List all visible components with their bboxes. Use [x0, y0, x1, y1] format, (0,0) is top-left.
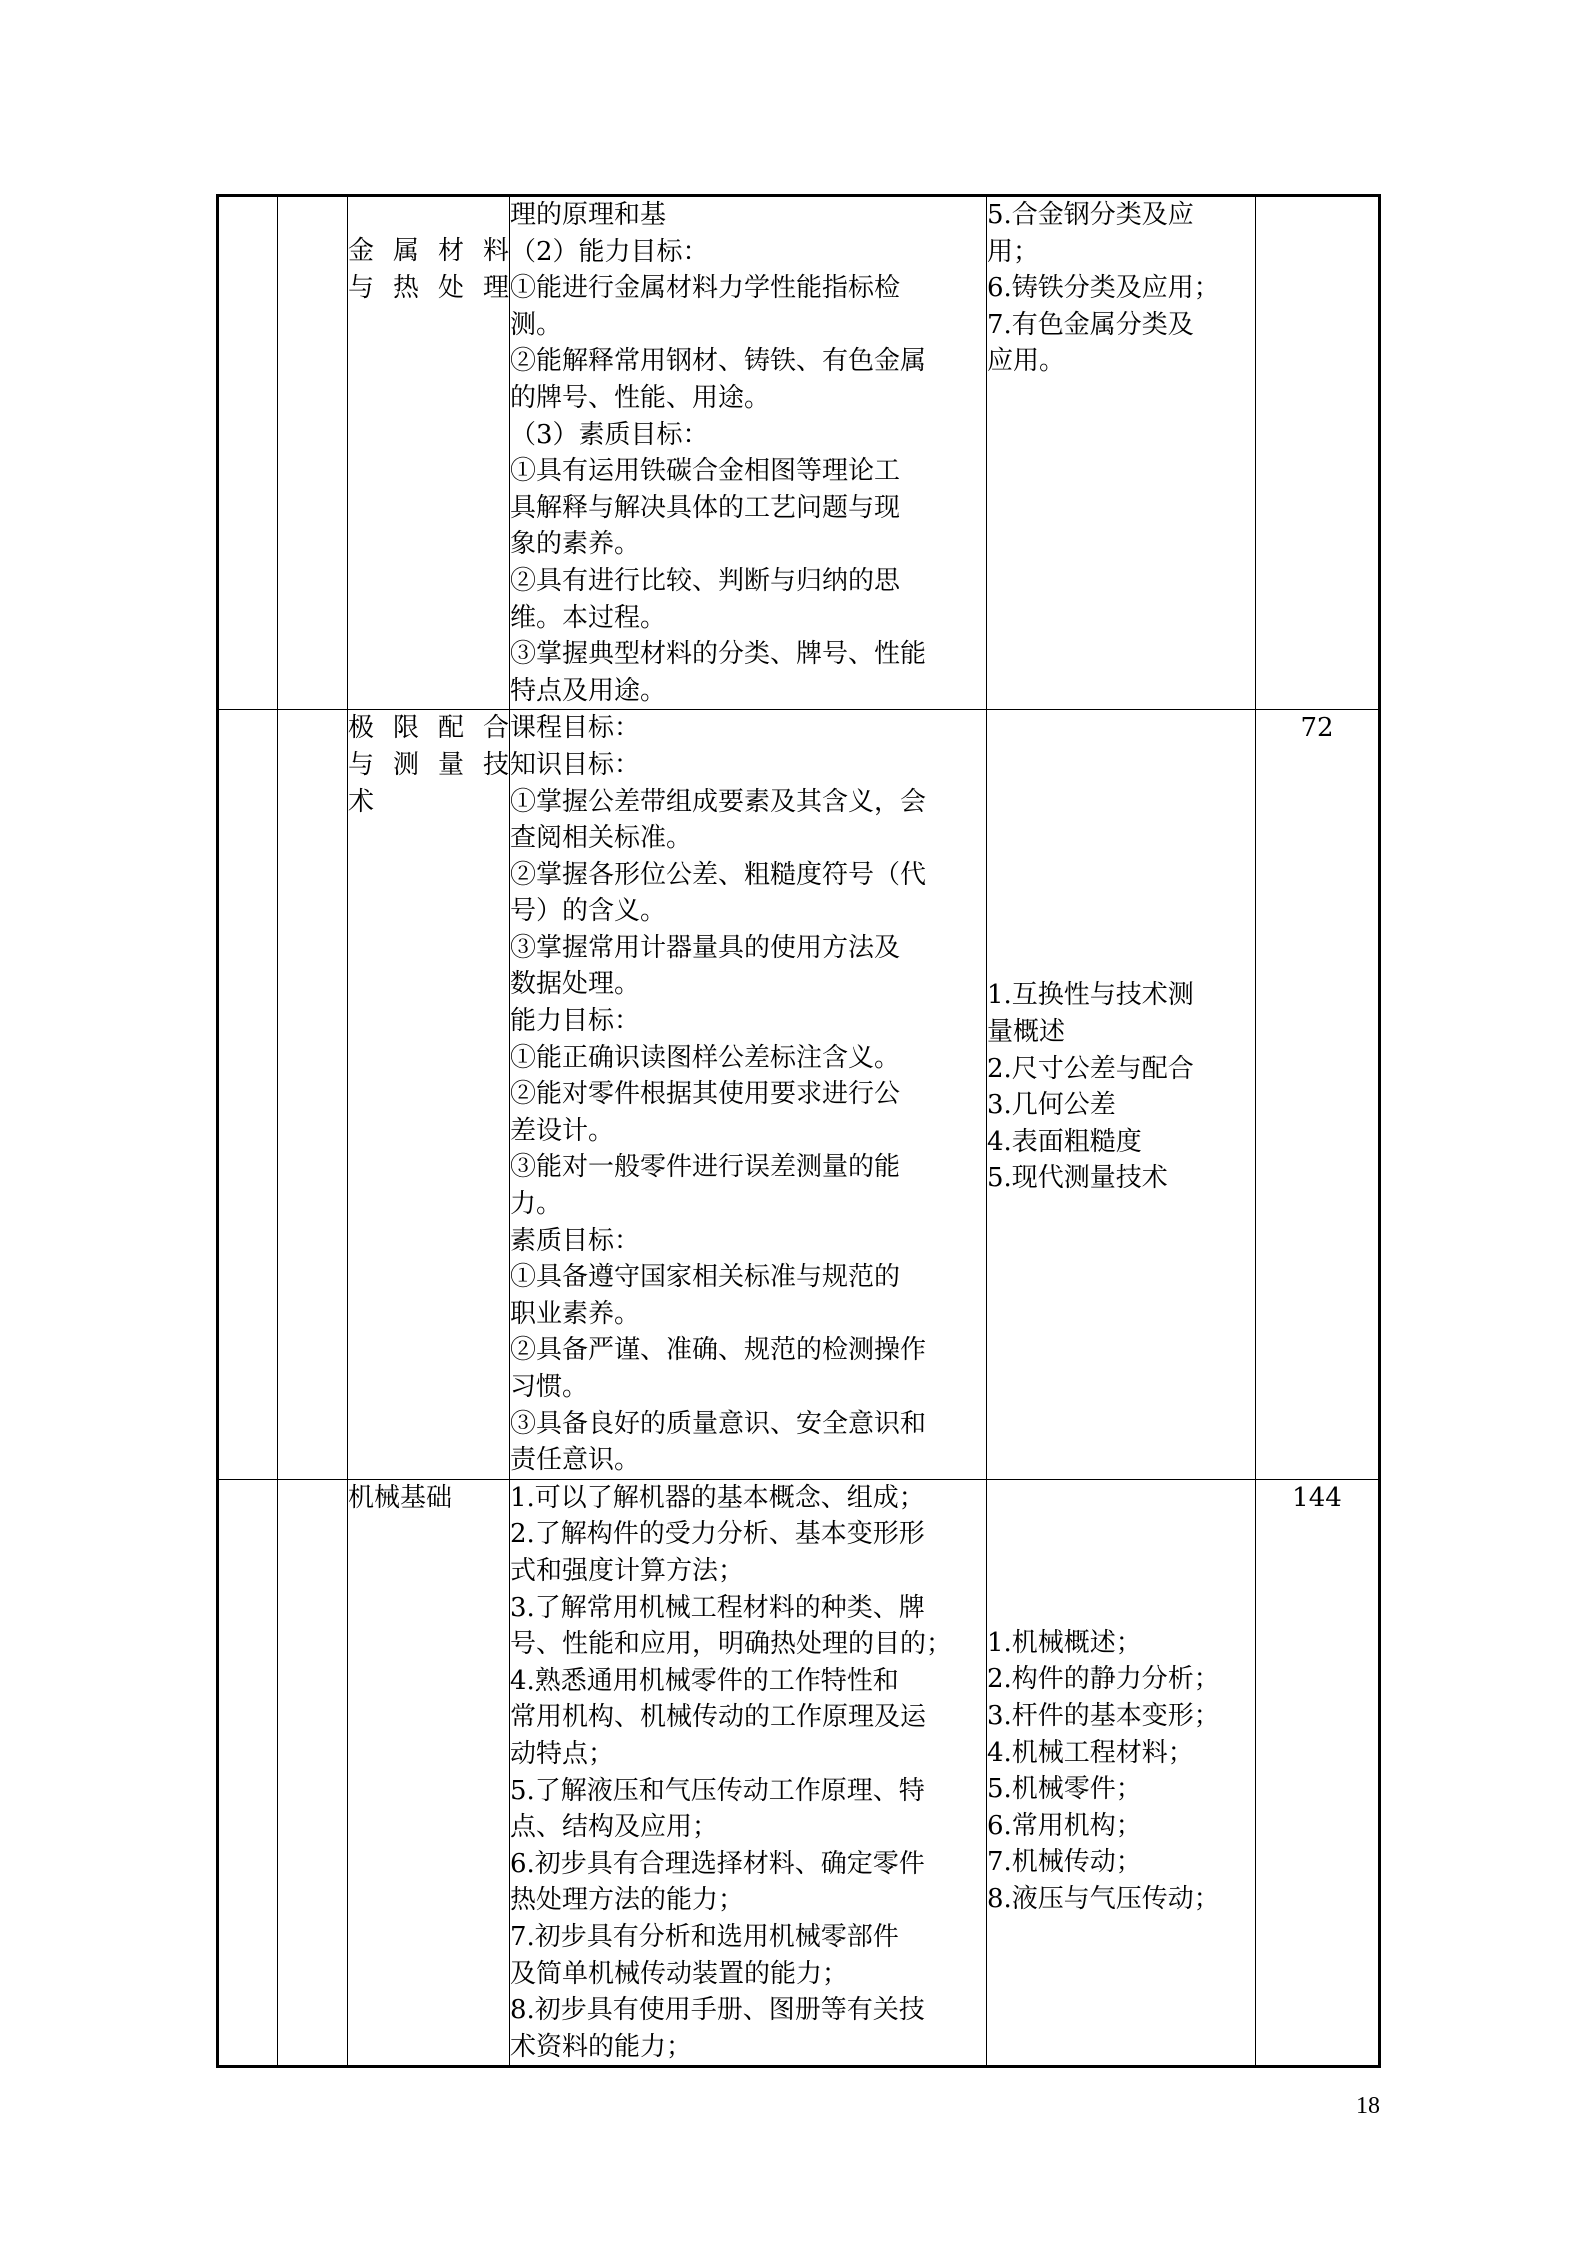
- content-line: 应用。: [987, 346, 1066, 377]
- objective-line: 理的原理和基: [510, 200, 667, 230]
- objective-line: ②具备严谨、准确、规范的检测操作: [510, 1335, 927, 1366]
- objective-line: ①具备遵守国家相关标准与规范的: [510, 1262, 901, 1293]
- content-line: 5.现代测量技术: [987, 1163, 1168, 1194]
- objective-line: 术资料的能力；: [510, 2031, 693, 2062]
- objective-line: 素质目标：: [510, 1225, 641, 1256]
- objective-line: 7.初步具有分析和选用机械零部件: [510, 1921, 899, 1952]
- objective-line: 数据处理。: [510, 969, 641, 1000]
- course-hours-cell: 72: [1256, 710, 1380, 1479]
- course-name-line: 与测量技: [348, 749, 509, 780]
- content-line: 1.机械概述；: [987, 1627, 1142, 1658]
- content-line: 4.机械工程材料；: [987, 1737, 1194, 1768]
- objective-line: 1.可以了解机器的基本概念、组成；: [510, 1482, 925, 1513]
- content-line: 2.构件的静力分析；: [987, 1664, 1220, 1695]
- objective-line: 3.了解常用机械工程材料的种类、牌: [510, 1592, 925, 1623]
- objective-line: 6.初步具有合理选择材料、确定零件: [510, 1848, 925, 1879]
- table-row: [218, 1479, 1380, 2067]
- course-name-cell: [348, 710, 510, 1479]
- objective-line: 习惯。: [510, 1372, 589, 1402]
- objective-line: ①能正确识读图样公差标注含义。: [510, 1042, 901, 1073]
- content-line: 5.机械零件；: [987, 1774, 1142, 1805]
- page-number: 18: [1356, 2093, 1380, 2119]
- course-name-line: 术: [348, 786, 375, 817]
- blank-cell-index: [278, 196, 348, 710]
- objective-line: ①掌握公差带组成要素及其含义，会: [510, 786, 927, 817]
- objective-line: （3）素质目标：: [510, 419, 709, 450]
- content-line: 6.铸铁分类及应用；: [987, 273, 1220, 304]
- objective-line: ③具备良好的质量意识、安全意识和: [510, 1408, 927, 1439]
- objective-line: 差设计。: [510, 1115, 615, 1146]
- course-objectives-cell: [510, 1479, 987, 2067]
- course-objectives-cell: [510, 196, 987, 710]
- objective-line: 责任意识。: [510, 1445, 641, 1476]
- content-line: 8.液压与气压传动；: [987, 1883, 1220, 1914]
- objective-line: ②能解释常用钢材、铸铁、有色金属: [510, 346, 927, 377]
- table-row: [218, 710, 1380, 1479]
- content-line: 7.机械传动；: [987, 1847, 1142, 1878]
- objective-line: （2）能力目标：: [510, 236, 709, 267]
- objective-line: 测。: [510, 309, 563, 340]
- objective-line: 动特点；: [510, 1738, 615, 1769]
- objective-line: ③能对一般零件进行误差测量的能: [510, 1152, 901, 1183]
- course-objectives-cell: [510, 710, 987, 1479]
- objective-line: 象的素养。: [510, 529, 641, 560]
- content-line: 6.常用机构；: [987, 1810, 1142, 1841]
- course-hours-cell: [1256, 196, 1380, 710]
- objective-line: 2.了解构件的受力分析、基本变形形: [510, 1519, 925, 1550]
- objective-line: ①能进行金属材料力学性能指标检: [510, 273, 901, 304]
- objective-line: ②掌握各形位公差、粗糙度符号（代: [510, 859, 927, 890]
- course-hours-cell: 144: [1256, 1479, 1380, 2067]
- objective-line: 的牌号、性能、用途。: [510, 382, 771, 413]
- content-line: 3.几何公差: [987, 1090, 1116, 1121]
- course-content-cell: [987, 1479, 1256, 2067]
- blank-cell-index: [278, 1479, 348, 2067]
- objective-line: 能力目标：: [510, 1006, 641, 1037]
- objective-line: 热处理方法的能力；: [510, 1885, 745, 1916]
- objective-line: 特点及用途。: [510, 675, 667, 706]
- objective-line: 查阅相关标准。: [510, 823, 693, 854]
- content-line: 1.互换性与技术测: [987, 980, 1194, 1011]
- table-row: [218, 196, 1380, 710]
- objective-line: ①具有运用铁碳合金相图等理论工: [510, 456, 901, 487]
- objective-line: 式和强度计算方法；: [510, 1555, 745, 1586]
- objective-line: 号）的含义。: [510, 896, 667, 927]
- objective-line: 力。: [510, 1189, 563, 1220]
- objective-line: ③掌握常用计器量具的使用方法及: [510, 932, 901, 963]
- objective-line: 8.初步具有使用手册、图册等有关技: [510, 1995, 925, 2026]
- blank-cell-index: [278, 710, 348, 1479]
- objective-line: 号、性能和应用，明确热处理的目的；: [510, 1629, 953, 1660]
- course-name-cell: [348, 196, 510, 710]
- content-line: 5.合金钢分类及应: [987, 200, 1194, 230]
- course-content-cell: [987, 196, 1256, 710]
- objective-line: 课程目标：: [510, 713, 641, 744]
- objective-line: 4.熟悉通用机械零件的工作特性和: [510, 1665, 899, 1696]
- objective-line: ②具有进行比较、判断与归纳的思: [510, 565, 901, 596]
- content-line: 4.表面粗糙度: [987, 1126, 1142, 1157]
- objective-line: 维。本过程。: [510, 602, 667, 633]
- objective-line: ③掌握典型材料的分类、牌号、性能: [510, 639, 927, 670]
- curriculum-table: [216, 194, 1381, 2068]
- course-name-line: 极限配合: [348, 713, 509, 744]
- table-body: [218, 196, 1380, 2067]
- course-name-line: 与热处理: [348, 272, 509, 303]
- objective-line: ②能对零件根据其使用要求进行公: [510, 1079, 901, 1110]
- objective-line: 职业素养。: [510, 1298, 641, 1329]
- content-line: 用；: [987, 236, 1040, 267]
- objective-line: 常用机构、机械传动的工作原理及运: [510, 1702, 927, 1733]
- content-line: 3.杆件的基本变形；: [987, 1700, 1220, 1731]
- course-name-line: 金属材料: [348, 236, 509, 266]
- objective-line: 5.了解液压和气压传动工作原理、特: [510, 1775, 925, 1806]
- blank-cell-category: [218, 196, 278, 710]
- content-line: 7.有色金属分类及: [987, 309, 1194, 340]
- objective-line: 点、结构及应用；: [510, 1812, 719, 1843]
- content-line: 量概述: [987, 1016, 1066, 1047]
- blank-cell-category: [218, 710, 278, 1479]
- objective-line: 具解释与解决具体的工艺问题与现: [510, 492, 901, 523]
- course-name-cell: [348, 1479, 510, 2067]
- course-content-cell: [987, 710, 1256, 1479]
- objective-line: 及简单机械传动装置的能力；: [510, 1958, 849, 1989]
- course-name-line: 机械基础: [348, 1482, 453, 1513]
- content-line: 2.尺寸公差与配合: [987, 1053, 1194, 1084]
- blank-cell-category: [218, 1479, 278, 2067]
- objective-line: 知识目标：: [510, 749, 641, 780]
